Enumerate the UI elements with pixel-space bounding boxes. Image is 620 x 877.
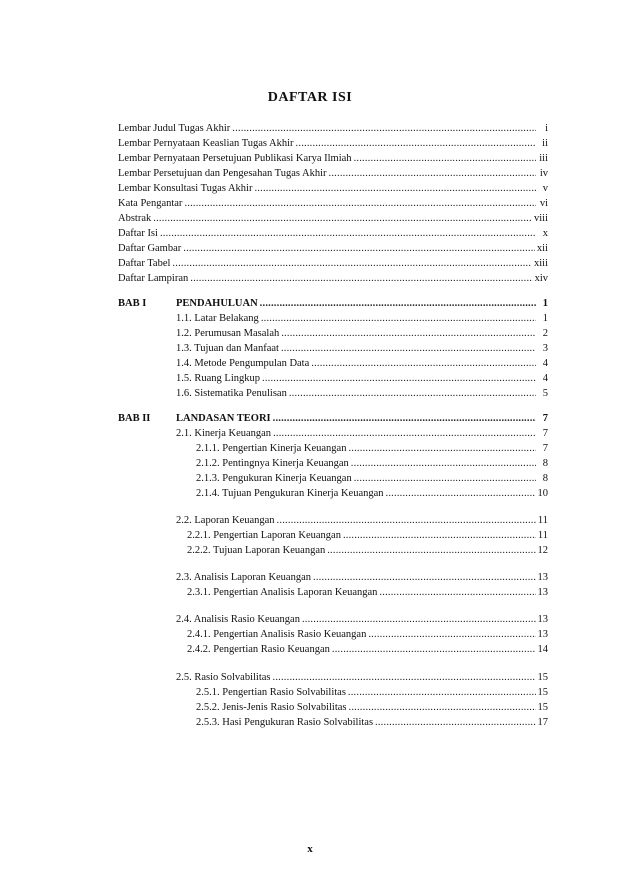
toc-entry-label: 2.1.3. Pengukuran Kinerja Keuangan	[196, 473, 352, 484]
dot-leader	[354, 472, 536, 486]
toc-entry	[118, 167, 548, 181]
toc-entry	[118, 257, 548, 271]
toc-entry	[176, 671, 548, 685]
chapter-heading-page: 1	[542, 298, 548, 309]
toc-entry-page: 13	[537, 572, 548, 583]
toc-entry-page: 12	[537, 545, 548, 556]
chapter-heading	[176, 412, 548, 426]
toc-entry-page: 15	[537, 702, 548, 713]
toc-entry	[176, 327, 548, 341]
toc-entry-label: 2.1. Kinerja Keuangan	[176, 428, 272, 439]
toc-entry	[118, 122, 548, 136]
toc-entry-label: 2.3. Analisis Laporan Keuangan	[176, 572, 312, 583]
toc-entry-page: 13	[537, 614, 548, 625]
toc-entry-page: 15	[537, 687, 548, 698]
dot-leader	[289, 387, 536, 401]
toc-entry-label: Abstrak	[118, 213, 152, 224]
chapter-number: BAB II	[118, 413, 151, 424]
toc-entry-label: Daftar Gambar	[118, 243, 182, 254]
dot-leader	[329, 167, 536, 181]
toc-entry	[196, 701, 548, 715]
dot-leader	[172, 257, 532, 271]
toc-entry	[187, 628, 548, 642]
dot-leader	[368, 628, 535, 642]
dot-leader	[183, 242, 535, 256]
toc-entry	[118, 227, 548, 241]
dot-leader	[375, 716, 535, 730]
toc-entry	[187, 643, 548, 657]
toc-entry-label: 1.1. Latar Belakang	[176, 313, 259, 324]
toc-entry	[187, 544, 548, 558]
toc-entry-label: 2.2.1. Pengertian Laporan Keuangan	[187, 530, 341, 541]
toc-entry-page: 14	[537, 644, 548, 655]
toc-entry-label: 2.4. Analisis Rasio Keuangan	[176, 614, 300, 625]
toc-entry-label: 1.3. Tujuan dan Manfaat	[176, 343, 279, 354]
chapter-number: BAB I	[118, 298, 147, 309]
toc-entry-page: 5	[542, 388, 548, 399]
toc-entry	[176, 613, 548, 627]
toc-entry-page: 8	[542, 473, 548, 484]
toc-entry-label: 2.2.2. Tujuan Laporan Keuangan	[187, 545, 326, 556]
toc-entry	[176, 342, 548, 356]
dot-leader	[260, 297, 536, 311]
toc-entry-page: xiv	[534, 273, 548, 284]
toc-entry-page: vi	[539, 198, 548, 209]
toc-entry	[196, 487, 548, 501]
dot-leader	[262, 372, 536, 386]
dot-leader	[261, 312, 536, 326]
toc-entry-label: Lembar Pernyataan Persetujuan Publikasi Karya Ilmiah	[118, 153, 352, 164]
toc-entry-label: Lembar Pernyataan Keaslian Tugas Akhir	[118, 138, 294, 149]
toc-entry-page: 4	[542, 373, 548, 384]
chapter-heading-label: PENDAHULUAN	[176, 298, 258, 309]
toc-entry-label: 2.1.2. Pentingnya Kinerja Keuangan	[196, 458, 349, 469]
toc-entry-page: xiii	[533, 258, 548, 269]
dot-leader	[332, 643, 536, 657]
dot-leader	[351, 457, 536, 471]
dot-leader	[184, 197, 536, 211]
chapter-heading-label: LANDASAN TEORI	[176, 413, 271, 424]
toc-entry-page: 8	[542, 458, 548, 469]
toc-entry-label: 2.3.1. Pengertian Analisis Laporan Keuangan	[187, 587, 378, 598]
dot-leader	[153, 212, 532, 226]
dot-leader	[273, 671, 536, 685]
dot-leader	[311, 357, 536, 371]
toc-entry-page: 7	[542, 428, 548, 439]
toc-entry	[118, 152, 548, 166]
toc-entry	[118, 137, 548, 151]
toc-entry	[118, 212, 548, 226]
toc-entry	[176, 571, 548, 585]
toc-entry-label: 2.1.4. Tujuan Pengukuran Kinerja Keuangan	[196, 488, 384, 499]
dot-leader	[313, 571, 535, 585]
toc-entry-page: i	[545, 123, 548, 134]
toc-entry-page: xii	[536, 243, 548, 254]
toc-entry	[187, 586, 548, 600]
toc-entry	[187, 529, 548, 543]
toc-entry-label: Lembar Judul Tugas Akhir	[118, 123, 231, 134]
toc-entry-page: v	[542, 183, 548, 194]
toc-entry-page: iv	[539, 168, 548, 179]
dot-leader	[160, 227, 536, 241]
toc-entry	[196, 442, 548, 456]
toc-entry-label: 2.1.1. Pengertian Kinerja Keuangan	[196, 443, 347, 454]
toc-entry-label: 2.5.2. Jenis-Jenis Rasio Solvabilitas	[196, 702, 347, 713]
toc-entry-label: Daftar Lampiran	[118, 273, 189, 284]
dot-leader	[232, 122, 536, 136]
dot-leader	[349, 701, 536, 715]
page-title: DAFTAR ISI	[267, 90, 353, 105]
toc-entry-page: x	[542, 228, 548, 239]
toc-entry-label: 2.4.2. Pengertian Rasio Keuangan	[187, 644, 330, 655]
toc-entry-label: 2.5. Rasio Solvabilitas	[176, 672, 271, 683]
toc-entry-page: 4	[542, 358, 548, 369]
toc-entry	[176, 387, 548, 401]
toc-entry	[196, 686, 548, 700]
toc-entry-page: ii	[542, 138, 548, 149]
toc-entry-label: Kata Pengantar	[118, 198, 183, 209]
toc-entry-page: 13	[537, 629, 548, 640]
toc-entry	[196, 716, 548, 730]
toc-entry-page: 10	[537, 488, 548, 499]
dot-leader	[386, 487, 536, 501]
dot-leader	[348, 442, 536, 456]
toc-entry-label: 1.4. Metode Pengumpulan Data	[176, 358, 310, 369]
toc-entry	[176, 427, 548, 441]
dot-leader	[343, 529, 536, 543]
toc-entry-label: 2.4.1. Pengertian Analisis Rasio Keuangan	[187, 629, 367, 640]
toc-entry-page: 1	[542, 313, 548, 324]
dot-leader	[273, 427, 536, 441]
toc-entry-page: 7	[542, 443, 548, 454]
toc-entry	[176, 312, 548, 326]
toc-entry-page: viii	[533, 213, 548, 224]
toc-entry-label: Lembar Persetujuan dan Pengesahan Tugas Akhir	[118, 168, 327, 179]
toc-entry-page: 3	[542, 343, 548, 354]
toc-entry	[176, 372, 548, 386]
dot-leader	[281, 327, 536, 341]
toc-entry-page: 11	[537, 515, 548, 526]
toc-entry-label: Lembar Konsultasi Tugas Akhir	[118, 183, 253, 194]
toc-entry	[118, 242, 548, 256]
toc-entry	[118, 272, 548, 286]
dot-leader	[348, 686, 536, 700]
toc-entry-page: 2	[542, 328, 548, 339]
toc-entry-page: 11	[537, 530, 548, 541]
chapter-heading-page: 7	[542, 413, 548, 424]
dot-leader	[190, 272, 532, 286]
dot-leader	[277, 514, 536, 528]
toc-entry-label: 1.5. Ruang Lingkup	[176, 373, 260, 384]
toc-entry	[176, 514, 548, 528]
chapter-heading	[176, 297, 548, 311]
dot-leader	[354, 152, 536, 166]
toc-entry	[118, 197, 548, 211]
dot-leader	[296, 137, 536, 151]
page-number-footer: x	[307, 843, 313, 855]
toc-entry-label: 2.5.1. Pengertian Rasio Solvabilitas	[196, 687, 346, 698]
toc-entry	[176, 357, 548, 371]
toc-entry-label: 2.2. Laporan Keuangan	[176, 515, 275, 526]
dot-leader	[254, 182, 536, 196]
dot-leader	[302, 613, 536, 627]
dot-leader	[281, 342, 536, 356]
toc-entry-label: 1.2. Perumusan Masalah	[176, 328, 280, 339]
toc-entry-label: 1.6. Sistematika Penulisan	[176, 388, 287, 399]
toc-entry	[196, 472, 548, 486]
dot-leader	[273, 412, 536, 426]
toc-entry-label: Daftar Tabel	[118, 258, 171, 269]
toc-entry	[118, 182, 548, 196]
toc-entry-label: 2.5.3. Hasi Pengukuran Rasio Solvabilitas	[196, 717, 374, 728]
toc-entry-page: 17	[537, 717, 548, 728]
toc-entry-label: Daftar Isi	[118, 228, 158, 239]
dot-leader	[379, 586, 535, 600]
toc-entry-page: iii	[539, 153, 548, 164]
dot-leader	[327, 544, 535, 558]
toc-entry-page: 13	[537, 587, 548, 598]
toc-entry	[196, 457, 548, 471]
toc-entry-page: 15	[537, 672, 548, 683]
